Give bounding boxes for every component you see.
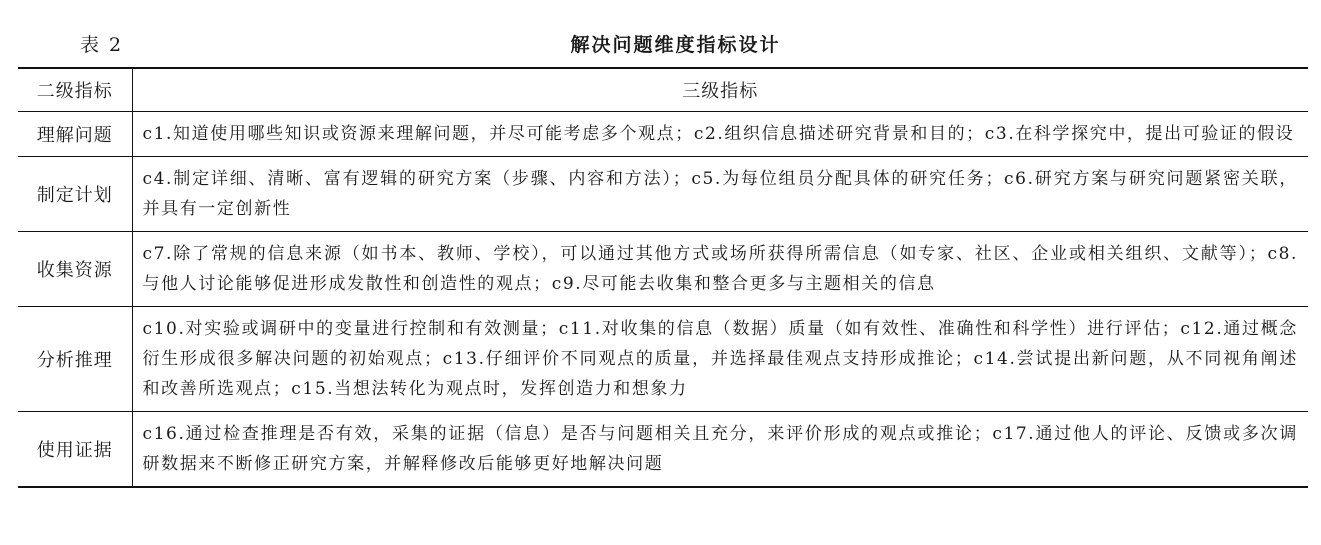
table-header-row [18,68,1308,112]
header-level2: 二级指标 [18,68,132,112]
level3-cell: c7.除了常规的信息来源（如书本、教师、学校），可以通过其他方式或场所获得所需信息（如专家、社区、企业或相关组织、文献等）；c8.与他人讨论能够促进形成发散性和创造性的观点；c9.尽可能去收集和整合更多与主题相关的信息 [132,232,1308,307]
level2-cell: 使用证据 [18,412,132,488]
level2-cell: 分析推理 [18,307,132,412]
table-number: 表 2 [80,34,124,56]
indicator-table [18,67,1308,488]
level3-cell: c4.制定详细、清晰、富有逻辑的研究方案（步骤、内容和方法）；c5.为每位组员分配具体的研究任务；c6.研究方案与研究问题紧密关联，并具有一定创新性 [132,157,1308,232]
table-title: 解决问题维度指标设计 [570,34,781,56]
level3-cell: c10.对实验或调研中的变量进行控制和有效测量；c11.对收集的信息（数据）质量（如有效性、准确性和科学性）进行评估；c12.通过概念衍生形成很多解决问题的初始观点；c13.仔细评价不同观点的质量，并选择最佳观点支持形成推论；c14.尝试提出新问题，从不同视角阐述和改善所选观点；c15.当想法转化为观点时，发挥创造力和想象力 [132,307,1308,412]
table-row [18,412,1308,488]
level2-cell: 收集资源 [18,232,132,307]
level3-cell: c16.通过检查推理是否有效，采集的证据（信息）是否与问题相关且充分，来评价形成的观点或推论；c17.通过他人的评论、反馈或多次调研数据来不断修正研究方案，并解释修改后能够更好地解决问题 [142,424,1298,474]
table-row [18,232,1308,307]
table-row [18,112,1308,157]
header-level3: 三级指标 [132,68,1308,112]
table-row [18,157,1308,232]
level3-cell: c1.知道使用哪些知识或资源来理解问题，并尽可能考虑多个观点；c2.组织信息描述研究背景和目的；c3.在科学探究中，提出可验证的假设 [132,112,1308,157]
level2-cell: 制定计划 [18,157,132,232]
level2-cell: 理解问题 [18,112,132,157]
table-row [18,307,1308,412]
